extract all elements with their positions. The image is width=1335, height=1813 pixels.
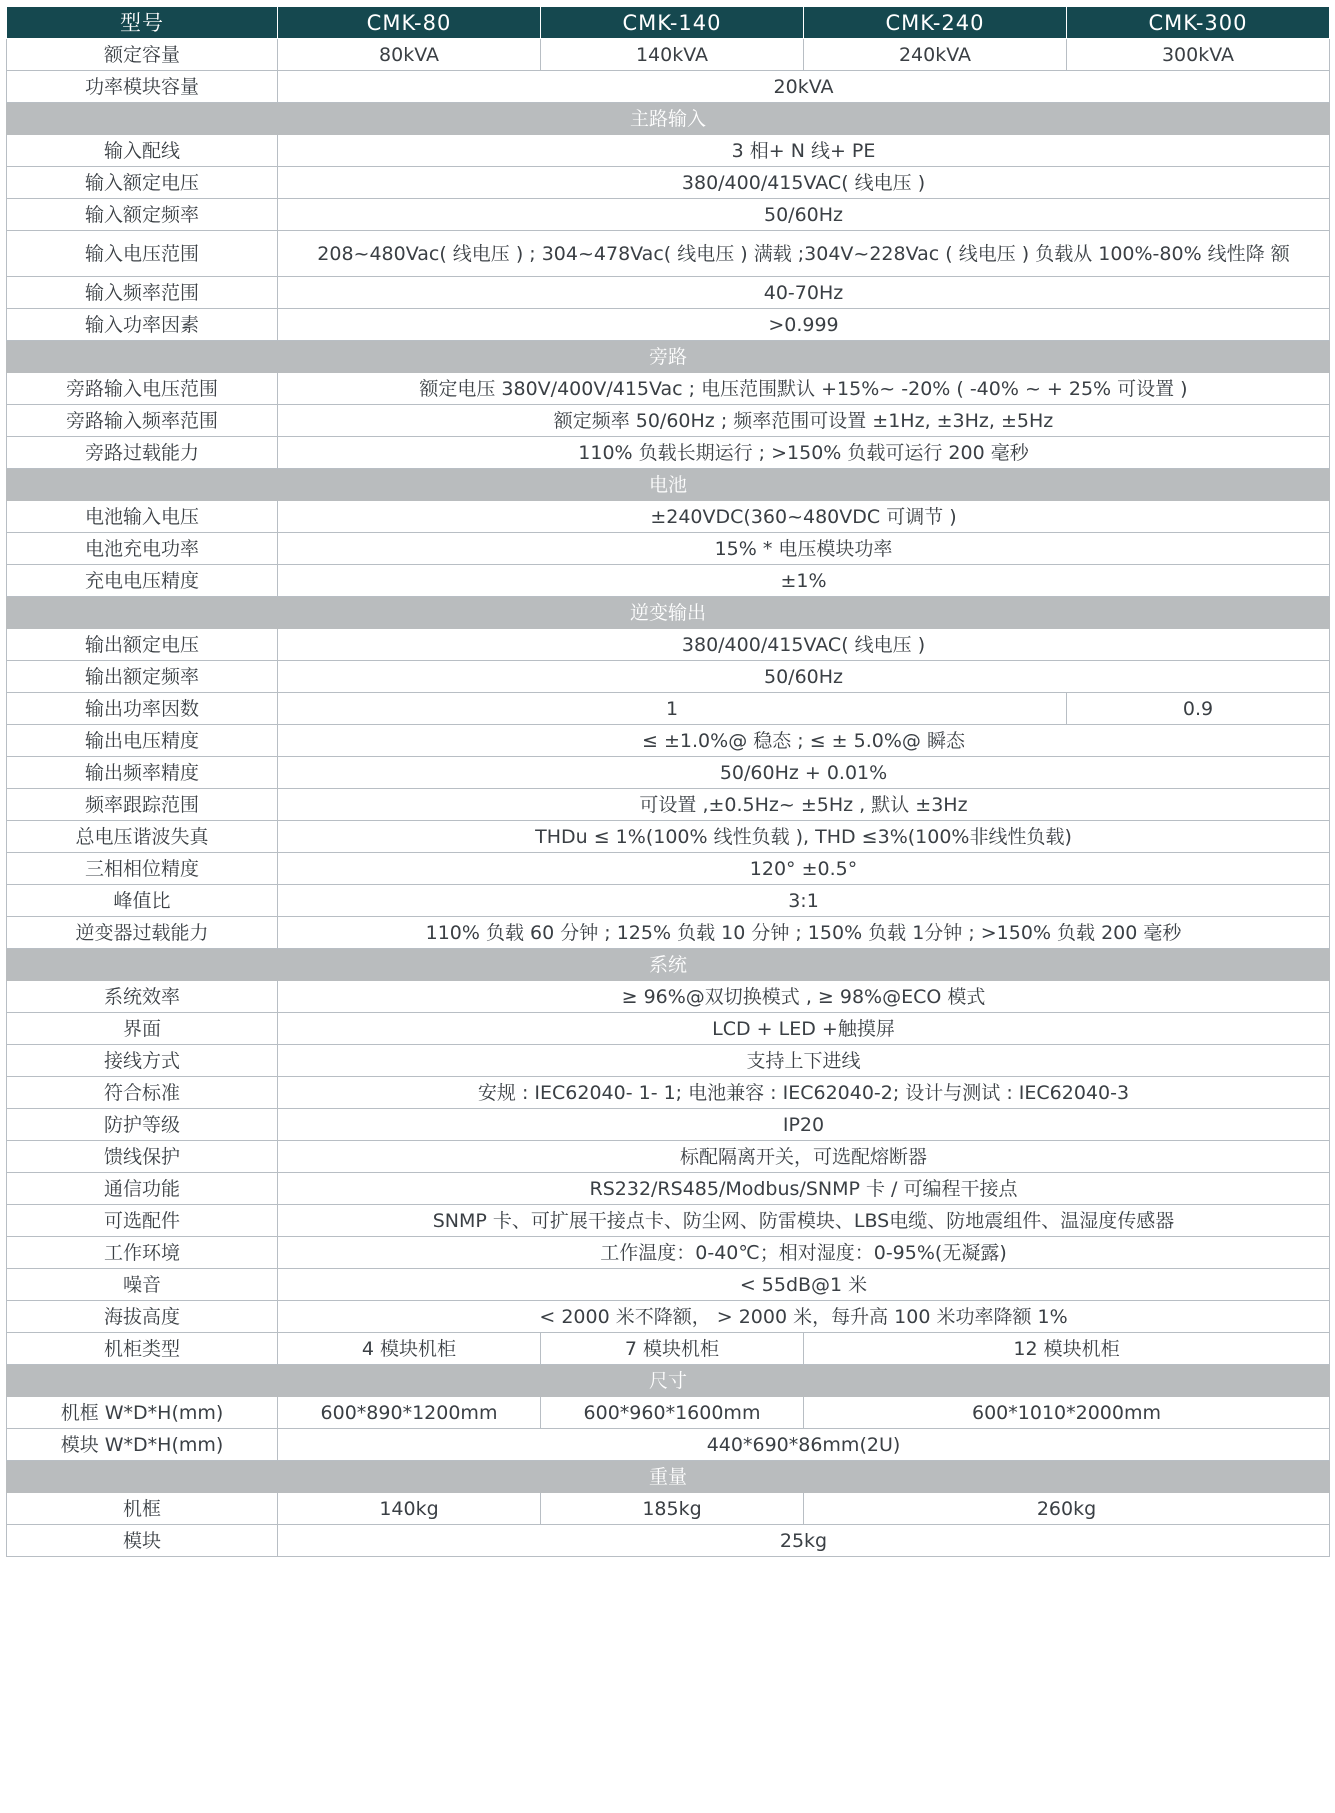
section-title: 重量 — [7, 1461, 1330, 1493]
section-title: 旁路 — [7, 341, 1330, 373]
row-value: 工作温度：0-40℃；相对湿度：0-95%(无凝露) — [278, 1237, 1330, 1269]
spec-row — [7, 565, 1330, 597]
row-label: 系统效率 — [7, 981, 278, 1013]
spec-row — [7, 1077, 1330, 1109]
row-value: 110% 负载 60 分钟 ; 125% 负载 10 分钟 ; 150% 负载 1分钟 ; >150% 负载 200 毫秒 — [278, 917, 1330, 949]
row-label: 逆变器过载能力 — [7, 917, 278, 949]
spec-row — [7, 1237, 1330, 1269]
header-model: CMK-80 — [278, 7, 541, 39]
row-label: 电池输入电压 — [7, 501, 278, 533]
row-label: 馈线保护 — [7, 1141, 278, 1173]
spec-row — [7, 981, 1330, 1013]
row-label: 输入电压范围 — [7, 231, 278, 277]
spec-row — [7, 309, 1330, 341]
row-label: 旁路过载能力 — [7, 437, 278, 469]
row-value: 3:1 — [278, 885, 1330, 917]
header-model: CMK-300 — [1067, 7, 1330, 39]
header-label: 型号 — [7, 7, 278, 39]
spec-row — [7, 277, 1330, 309]
row-value: 额定频率 50/60Hz ; 频率范围可设置 ±1Hz, ±3Hz, ±5Hz — [278, 405, 1330, 437]
spec-row — [7, 1109, 1330, 1141]
spec-row — [7, 437, 1330, 469]
header-model: CMK-240 — [804, 7, 1067, 39]
row-value: 600*890*1200mm — [278, 1397, 541, 1429]
row-value: 80kVA — [278, 39, 541, 71]
row-value: 12 模块机柜 — [804, 1333, 1330, 1365]
spec-row — [7, 853, 1330, 885]
row-label: 工作环境 — [7, 1237, 278, 1269]
row-label: 模块 W*D*H(mm) — [7, 1429, 278, 1461]
row-value: < 55dB@1 米 — [278, 1269, 1330, 1301]
spec-row — [7, 39, 1330, 71]
spec-row — [7, 1173, 1330, 1205]
spec-row — [7, 373, 1330, 405]
row-value: THDu ≤ 1%(100% 线性负载 ), THD ≤3%(100%非线性负载) — [278, 821, 1330, 853]
row-value: ±1% — [278, 565, 1330, 597]
row-value: 260kg — [804, 1493, 1330, 1525]
row-value: 支持上下进线 — [278, 1045, 1330, 1077]
spec-row — [7, 1397, 1330, 1429]
spec-row — [7, 821, 1330, 853]
row-label: 输出电压精度 — [7, 725, 278, 757]
row-value: 4 模块机柜 — [278, 1333, 541, 1365]
row-label: 通信功能 — [7, 1173, 278, 1205]
spec-row — [7, 693, 1330, 725]
row-value: 300kVA — [1067, 39, 1330, 71]
row-value: 380/400/415VAC( 线电压 ) — [278, 629, 1330, 661]
row-label: 旁路输入频率范围 — [7, 405, 278, 437]
spec-row — [7, 1013, 1330, 1045]
row-value: 140kVA — [541, 39, 804, 71]
row-label: 三相相位精度 — [7, 853, 278, 885]
row-value: 可设置 ,±0.5Hz~ ±5Hz , 默认 ±3Hz — [278, 789, 1330, 821]
spec-row — [7, 199, 1330, 231]
header-row — [7, 7, 1330, 39]
row-value: 额定电压 380V/400V/415Vac ; 电压范围默认 +15%~ -20% ( -40% ~ + 25% 可设置 ) — [278, 373, 1330, 405]
row-label: 输出额定频率 — [7, 661, 278, 693]
section-title: 主路输入 — [7, 103, 1330, 135]
row-label: 输入频率范围 — [7, 277, 278, 309]
spec-row — [7, 405, 1330, 437]
row-value: 600*960*1600mm — [541, 1397, 804, 1429]
row-value: 380/400/415VAC( 线电压 ) — [278, 167, 1330, 199]
spec-row — [7, 789, 1330, 821]
section-title: 逆变输出 — [7, 597, 1330, 629]
spec-row — [7, 885, 1330, 917]
spec-row — [7, 533, 1330, 565]
row-label: 输入配线 — [7, 135, 278, 167]
section-header — [7, 341, 1330, 373]
section-header — [7, 1461, 1330, 1493]
spec-row — [7, 1493, 1330, 1525]
spec-row — [7, 231, 1330, 277]
row-label: 功率模块容量 — [7, 71, 278, 103]
row-value: 110% 负载长期运行 ; >150% 负载可运行 200 毫秒 — [278, 437, 1330, 469]
spec-row — [7, 1141, 1330, 1173]
row-label: 峰值比 — [7, 885, 278, 917]
row-label: 可选配件 — [7, 1205, 278, 1237]
spec-row — [7, 757, 1330, 789]
section-header — [7, 103, 1330, 135]
section-header — [7, 949, 1330, 981]
row-label: 旁路输入电压范围 — [7, 373, 278, 405]
row-value: ≤ ±1.0%@ 稳态 ; ≤ ± 5.0%@ 瞬态 — [278, 725, 1330, 757]
row-value: >0.999 — [278, 309, 1330, 341]
spec-row — [7, 1525, 1330, 1557]
row-label: 界面 — [7, 1013, 278, 1045]
row-label: 输入功率因素 — [7, 309, 278, 341]
spec-row — [7, 1205, 1330, 1237]
row-label: 输入额定电压 — [7, 167, 278, 199]
section-title: 尺寸 — [7, 1365, 1330, 1397]
spec-row — [7, 1429, 1330, 1461]
row-label: 防护等级 — [7, 1109, 278, 1141]
spec-row — [7, 167, 1330, 199]
spec-row — [7, 1301, 1330, 1333]
row-value: 440*690*86mm(2U) — [278, 1429, 1330, 1461]
row-value: SNMP 卡、可扩展干接点卡、防尘网、防雷模块、LBS电缆、防地震组件、温湿度传感器 — [278, 1205, 1330, 1237]
row-value: IP20 — [278, 1109, 1330, 1141]
spec-table — [6, 6, 1330, 1557]
row-value: 50/60Hz — [278, 199, 1330, 231]
row-value: LCD + LED +触摸屏 — [278, 1013, 1330, 1045]
row-label: 机框 W*D*H(mm) — [7, 1397, 278, 1429]
row-value: 7 模块机柜 — [541, 1333, 804, 1365]
row-value: ≥ 96%@双切换模式 , ≥ 98%@ECO 模式 — [278, 981, 1330, 1013]
row-value: 安规 : IEC62040- 1- 1; 电池兼容 : IEC62040-2; 设计与测试 : IEC62040-3 — [278, 1077, 1330, 1109]
spec-row — [7, 629, 1330, 661]
spec-table-body — [7, 7, 1330, 1557]
section-header — [7, 1365, 1330, 1397]
row-value: < 2000 米不降额， > 2000 米，每升高 100 米功率降额 1% — [278, 1301, 1330, 1333]
spec-row — [7, 1045, 1330, 1077]
spec-row — [7, 661, 1330, 693]
row-value: 3 相+ N 线+ PE — [278, 135, 1330, 167]
row-label: 总电压谐波失真 — [7, 821, 278, 853]
row-label: 输出频率精度 — [7, 757, 278, 789]
row-value: 600*1010*2000mm — [804, 1397, 1330, 1429]
row-value: 1 — [278, 693, 1067, 725]
row-value: 208~480Vac( 线电压 ) ; 304~478Vac( 线电压 ) 满载 ;304V~228Vac ( 线电压 ) 负载从 100%-80% 线性降 额 — [278, 231, 1330, 277]
row-label: 机柜类型 — [7, 1333, 278, 1365]
row-label: 输出额定电压 — [7, 629, 278, 661]
row-value: 50/60Hz + 0.01% — [278, 757, 1330, 789]
header-model: CMK-140 — [541, 7, 804, 39]
spec-row — [7, 725, 1330, 757]
row-value: 240kVA — [804, 39, 1067, 71]
row-label: 模块 — [7, 1525, 278, 1557]
row-label: 电池充电功率 — [7, 533, 278, 565]
row-value: RS232/RS485/Modbus/SNMP 卡 / 可编程干接点 — [278, 1173, 1330, 1205]
row-label: 输入额定频率 — [7, 199, 278, 231]
row-label: 海拔高度 — [7, 1301, 278, 1333]
row-value: 140kg — [278, 1493, 541, 1525]
row-value: 20kVA — [278, 71, 1330, 103]
row-value: 120° ±0.5° — [278, 853, 1330, 885]
section-header — [7, 597, 1330, 629]
spec-row — [7, 71, 1330, 103]
row-label: 符合标准 — [7, 1077, 278, 1109]
row-label: 噪音 — [7, 1269, 278, 1301]
spec-row — [7, 501, 1330, 533]
row-value: 标配隔离开关，可选配熔断器 — [278, 1141, 1330, 1173]
spec-row — [7, 135, 1330, 167]
spec-row — [7, 917, 1330, 949]
row-value: ±240VDC(360~480VDC 可调节 ) — [278, 501, 1330, 533]
row-label: 充电电压精度 — [7, 565, 278, 597]
row-label: 机框 — [7, 1493, 278, 1525]
row-value: 185kg — [541, 1493, 804, 1525]
section-title: 电池 — [7, 469, 1330, 501]
row-value: 40-70Hz — [278, 277, 1330, 309]
section-header — [7, 469, 1330, 501]
spec-row — [7, 1333, 1330, 1365]
row-label: 频率跟踪范围 — [7, 789, 278, 821]
row-label: 接线方式 — [7, 1045, 278, 1077]
row-value: 25kg — [278, 1525, 1330, 1557]
spec-row — [7, 1269, 1330, 1301]
row-value: 0.9 — [1067, 693, 1330, 725]
section-title: 系统 — [7, 949, 1330, 981]
row-value: 50/60Hz — [278, 661, 1330, 693]
row-value: 15% * 电压模块功率 — [278, 533, 1330, 565]
row-label: 输出功率因数 — [7, 693, 278, 725]
row-label: 额定容量 — [7, 39, 278, 71]
